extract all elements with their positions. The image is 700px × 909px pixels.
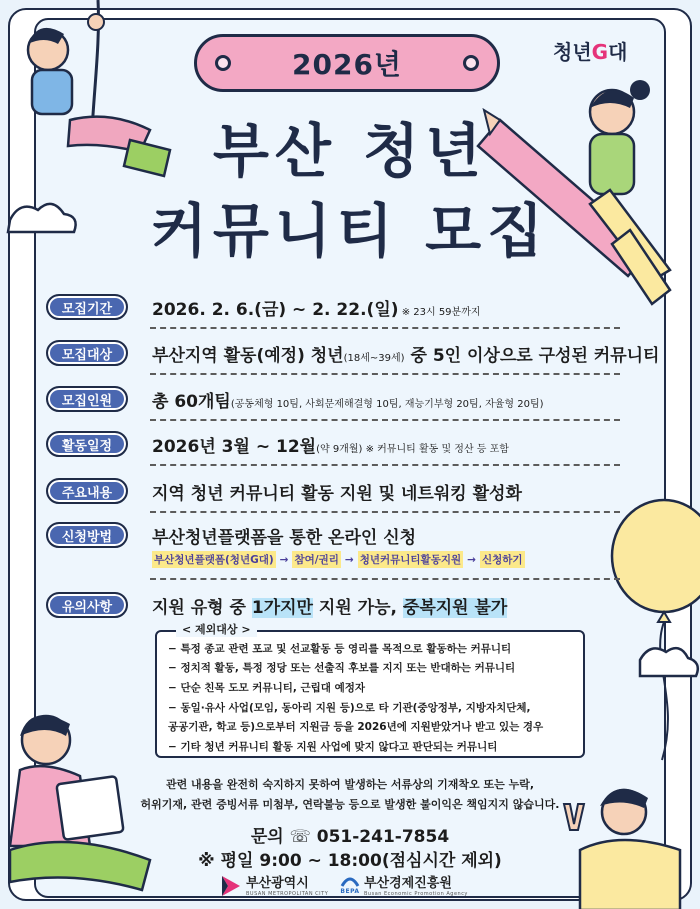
value-notes-a: 지원 유형 중 [152,597,252,618]
busan-city-mark-icon [220,874,242,896]
row-count [46,386,544,412]
busan-city-sub: BUSAN METROPOLITAN CITY [246,891,329,897]
divider-4 [150,464,620,466]
route-arrow-icon: → [279,553,289,566]
apply-route [152,551,525,568]
youth-g-logo [553,36,627,65]
exclusion-item: − 기타 청년 커뮤니티 활동 지원 사업에 맞지 않다고 판단되는 커뮤니티 [168,741,498,753]
divider-3 [150,419,620,421]
value-notes-c: 지원 가능, [312,597,403,618]
exclusion-item: − 정치적 활동, 특정 정당 또는 선출직 후보를 지지 또는 반대하는 커뮤니티 [168,662,516,674]
bepa-mark-icon [340,874,360,888]
row-apply [46,522,416,548]
bepa-logo [340,872,468,897]
value-schedule [152,432,509,457]
value-period [152,295,481,320]
busan-city-name: 부산광역시 [246,876,309,891]
pill-left-dot [215,55,231,71]
row-notes [46,592,507,618]
exclusion-item: 공공기관, 학교 등)으로부터 지원금 등을 2026년에 지원받았거나 받고 있는 경우 [168,721,544,733]
bepa-name: 부산경제진흥원 [364,876,452,891]
route-step-1: 부산청년플랫폼(청년G대) [152,551,276,568]
title-line-1: 부산 청년 [212,117,488,185]
logo-text-g: G [591,40,609,64]
contact-phone: 문의 ☏ 051-241-7854 [250,827,450,847]
title-line-2: 커뮤니티 모집 [150,197,550,265]
route-step-4: 신청하기 [480,551,525,568]
value-schedule-note: (약 9개월) ※ 커뮤니티 활동 및 정산 등 포함 [316,443,509,455]
divider-2 [150,373,620,375]
label-apply: 신청방법 [46,522,128,548]
route-arrow-icon: → [344,553,354,566]
pill-right-dot [463,55,479,71]
row-period [46,294,481,320]
label-count: 모집인원 [46,386,128,412]
notice-line-2: 허위기재, 관련 증빙서류 미첨부, 연락불능 등으로 발생한 불이익은 책임지지 않습니다. [140,798,560,811]
value-notes-d: 중복지원 불가 [402,597,508,618]
value-notes [152,593,507,618]
divider-1 [150,327,620,329]
value-count-text: 총 60개팀 [152,391,231,412]
divider-6 [150,578,620,580]
value-count-note: (공동체형 10팀, 사회문제해결형 10팀, 재능기부형 20팀, 자율형 20팀) [230,398,544,410]
route-step-2: 참여/권리 [292,551,340,568]
year-text: 2026년 [292,48,402,81]
label-period: 모집기간 [46,294,128,320]
label-notes: 유의사항 [46,592,128,618]
value-content: 지역 청년 커뮤니티 활동 지원 및 네트워킹 활성화 [152,483,522,504]
office-hours: ※ 평일 9:00 ~ 18:00(점심시간 제외) [198,851,502,871]
exclusion-title: < 제외대상 > [176,621,257,637]
bepa-sub: Busan Economic Promotion Agency [364,891,468,897]
value-target-text: 부산지역 활동(예정) 청년 [152,345,344,366]
route-step-3: 청년커뮤니티활동지원 [358,551,463,568]
exclusion-item: − 특정 종교 관련 포교 및 선교활동 등 영리를 목적으로 활동하는 커뮤니티 [168,643,512,655]
value-target-note: (18세~39세) [343,352,405,364]
year-badge [194,34,500,92]
value-schedule-text: 2026년 3월 ~ 12월 [152,436,317,457]
value-count [152,387,544,412]
route-arrow-icon: → [467,553,476,566]
notice-line-1: 관련 내용을 완전히 숙지하지 못하여 발생하는 서류상의 기재착오 또는 누락, [165,778,535,791]
row-content [46,478,522,504]
divider-5 [150,511,620,513]
value-period-text: 2026. 2. 6.(금) ~ 2. 22.(일) [152,299,399,320]
logo-text-a: 청년 [553,40,592,64]
row-schedule [46,431,509,457]
value-apply: 부산청년플랫폼을 통한 온라인 신청 [152,527,417,548]
label-schedule: 활동일정 [46,431,128,457]
busan-city-logo [220,872,328,897]
value-period-note: ※ 23시 59분까지 [398,306,481,318]
exclusion-item: − 단순 친목 도모 커뮤니티, 근립대 예정자 [168,682,366,694]
value-target-text-2: 중 5인 이상으로 구성된 커뮤니티 [404,345,660,366]
value-target [152,341,659,366]
exclusion-item: − 동일·유사 사업(모임, 동아리 지원 등)으로 타 기관(중앙정부, 지방자치단체, [168,702,531,714]
logo-text-b: 대 [608,40,628,64]
label-target: 모집대상 [46,340,128,366]
row-target [46,340,659,366]
bepa-mark-text: BEPA [340,888,360,895]
label-content: 주요내용 [46,478,128,504]
value-notes-b: 1가지만 [251,597,313,618]
